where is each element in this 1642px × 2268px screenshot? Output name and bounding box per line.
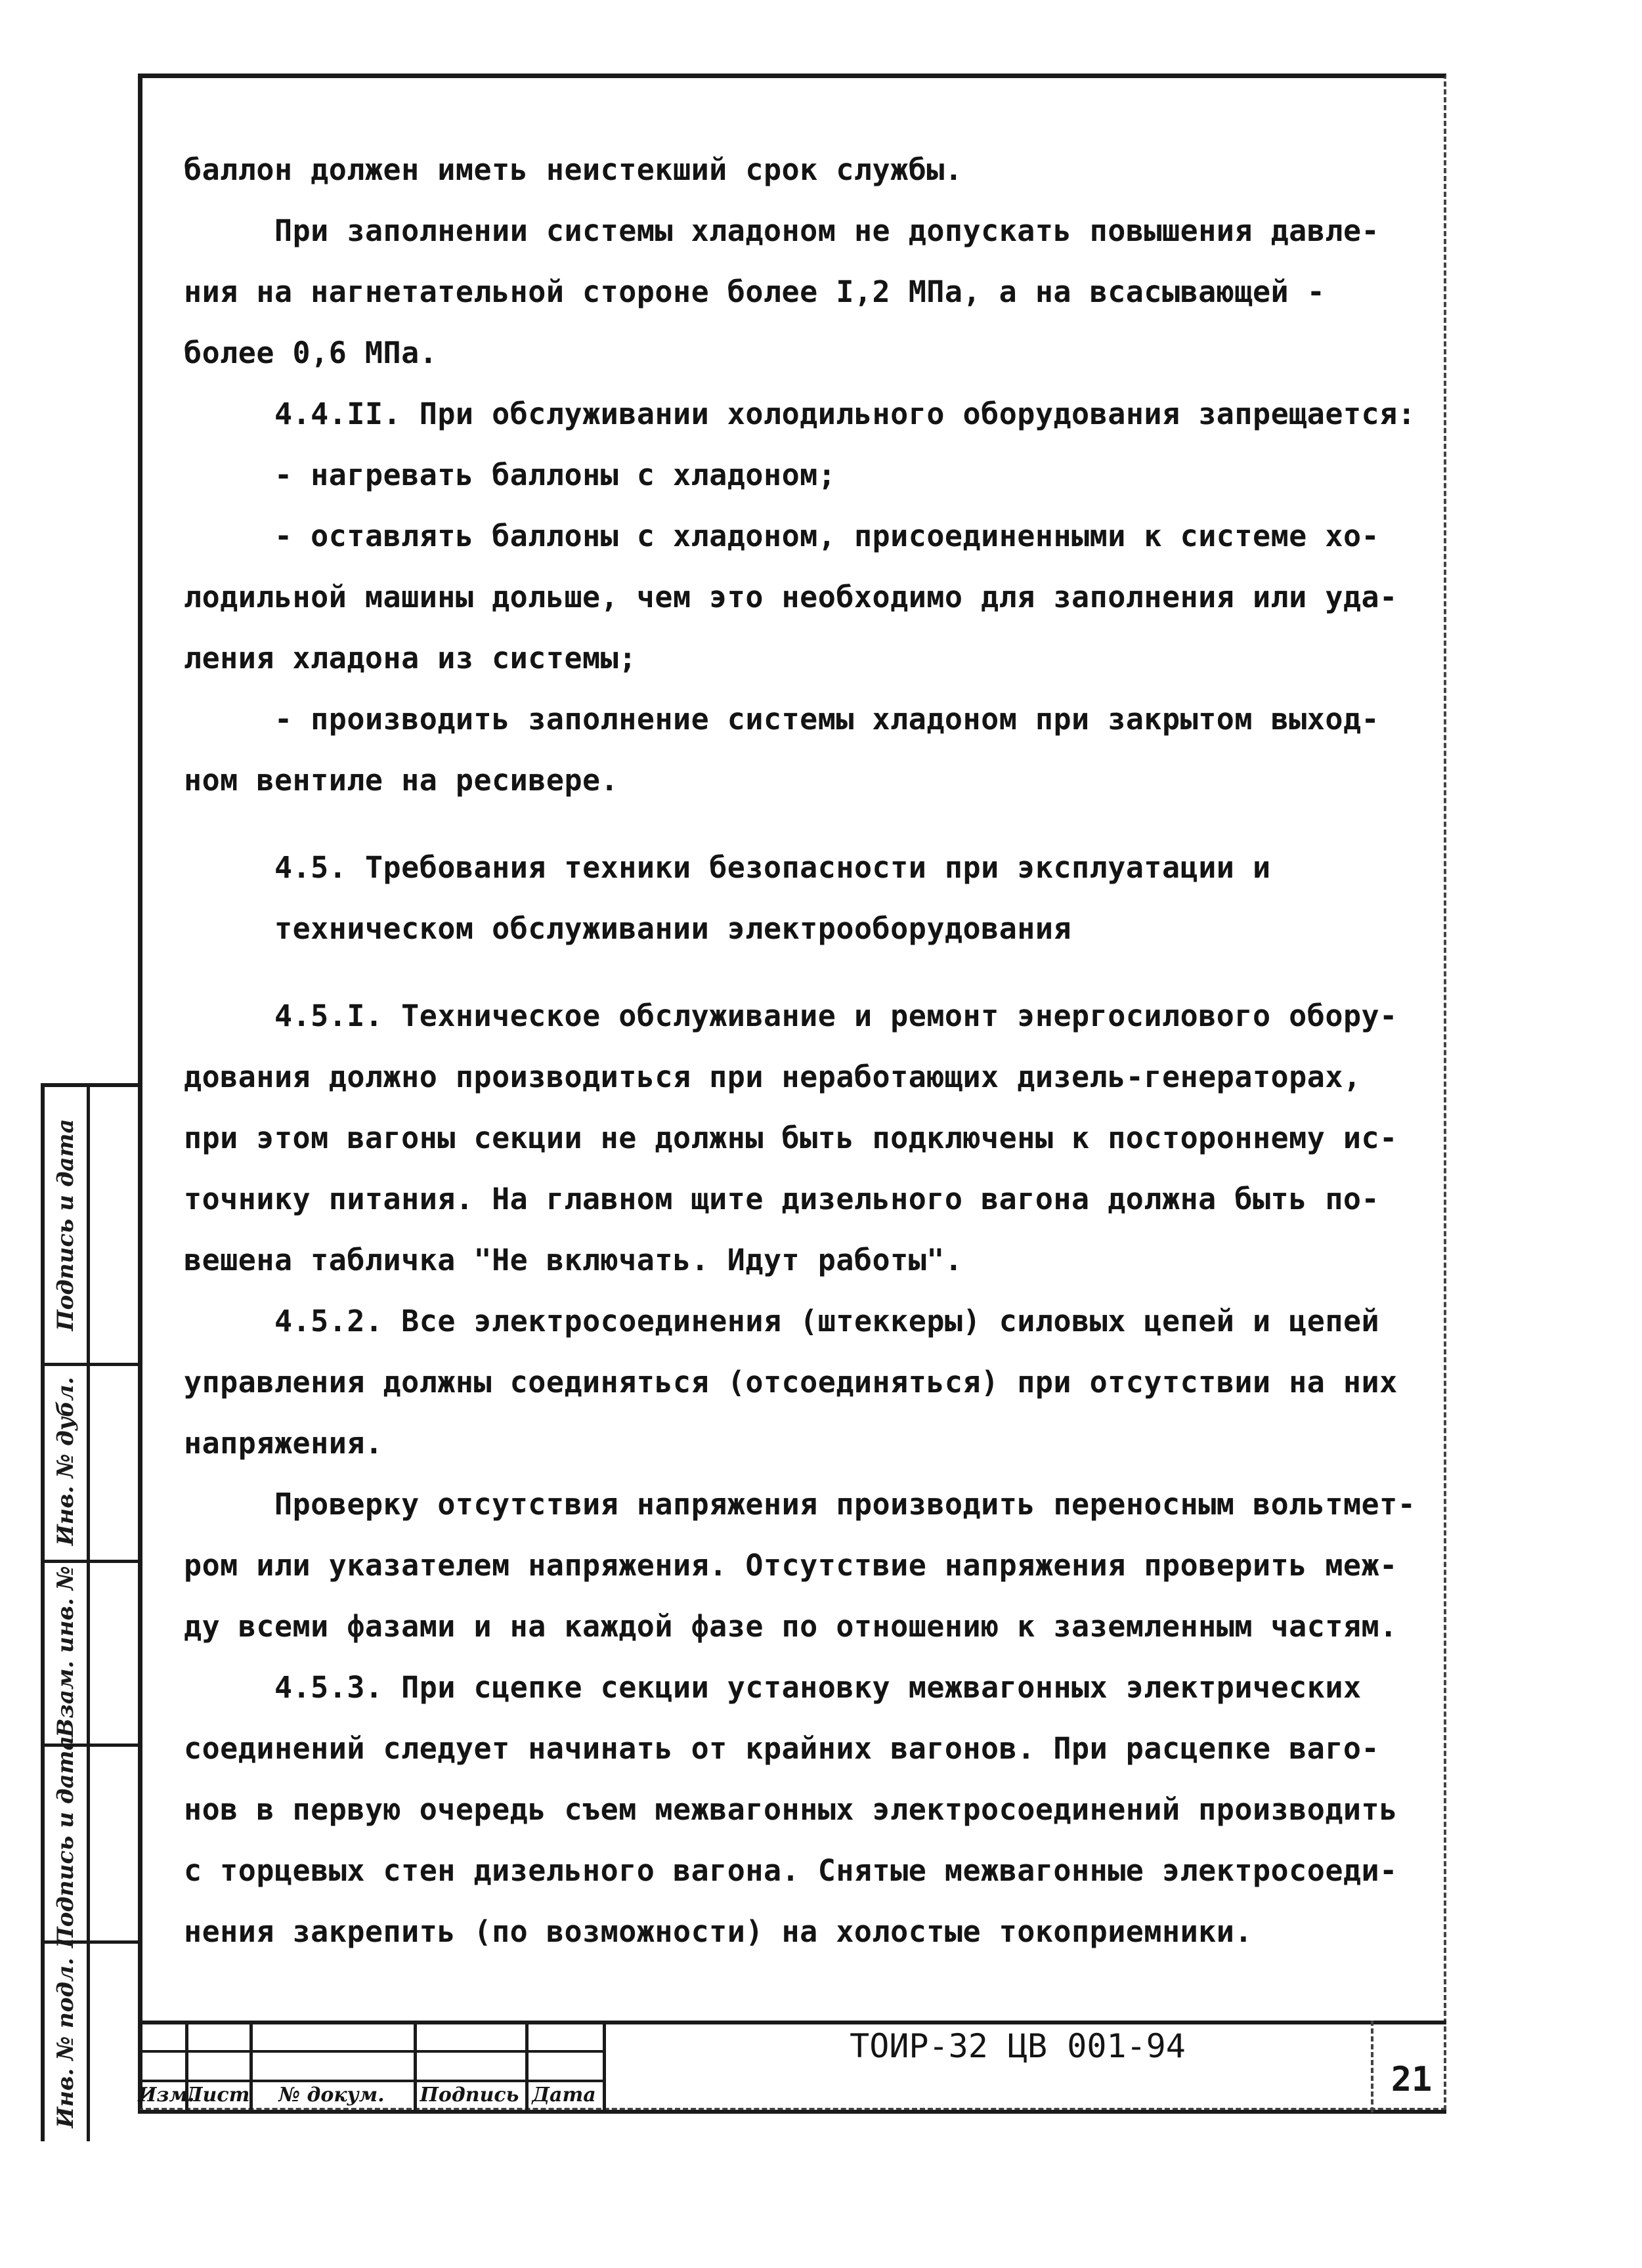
stamp-podpis-data-top: Подпись и дата	[53, 1119, 79, 1331]
text-line: лодильной машины дольше, чем это необходимо для заполнения или уда-	[184, 580, 1398, 614]
text-line: дования должно производиться при неработающих дизель-генераторах,	[184, 1059, 1362, 1094]
dokum-label: № докум.	[278, 2084, 385, 2107]
text-line: при этом вагоны секции не должны быть подключены к постороннему ис-	[184, 1121, 1398, 1155]
text-line: ром или указателем напряжения. Отсутствие напряжения проверить меж-	[184, 1548, 1398, 1583]
text-line: вешена табличка "Не включать. Идут работы".	[184, 1243, 963, 1277]
data-label: Дата	[532, 2084, 596, 2107]
text-line: ния на нагнетательной стороне более I,2 МПа, а на всасывающей -	[184, 274, 1326, 309]
text-line: с торцевых стен дизельного вагона. Снятые межвагонные электросоеди-	[184, 1853, 1398, 1888]
document-body	[184, 139, 1444, 1962]
clause-4-5-1: 4.5.I. Техническое обслуживание и ремонт энергосилового обору-	[274, 998, 1398, 1033]
izm-label: Изм.	[138, 2084, 195, 2107]
clause-4-4-11: 4.4.II. При обслуживании холодильного оборудования запрещается:	[274, 396, 1416, 431]
text-line: нов в первую очередь съем межвагонных электросоединений производить	[184, 1792, 1398, 1827]
text-line: соединений следует начинать от крайних вагонов. При расцепке ваго-	[184, 1731, 1380, 1766]
text-line: При заполнении системы хладоном не допускать повышения давле-	[274, 213, 1380, 248]
clause-4-5-3: 4.5.3. При сцепке секции установку межвагонных электрических	[274, 1670, 1362, 1705]
list-label: Лист	[185, 2084, 250, 2107]
document-code: ТОИР-32 ЦВ 001-94	[850, 2027, 1186, 2065]
stamp-podpis-data: Подпись и дата	[53, 1736, 79, 1948]
podpis-label: Подпись	[420, 2084, 519, 2107]
text-line: точнику питания. На главном щите дизельного вагона должна быть по-	[184, 1182, 1380, 1216]
stamp-inv-dubl: Инв. № дубл.	[53, 1377, 79, 1546]
text-line: ном вентиле на ресивере.	[184, 763, 619, 798]
text-line: более 0,6 МПа.	[184, 335, 438, 370]
text-line: - производить заполнение системы хладоном при закрытом выход-	[274, 702, 1380, 737]
text-line: управления должны соединяться (отсоединяться) при отсутствии на них	[184, 1365, 1398, 1400]
text-line: баллон должен иметь неистекший срок службы.	[184, 152, 963, 187]
stamp-inv-podl: Инв. № подл.	[53, 1958, 79, 2128]
text-line: Проверку отсутствия напряжения производить переносным вольтмет-	[274, 1487, 1416, 1522]
text-line: - оставлять баллоны с хладоном, присоединенными к системе хо-	[274, 519, 1380, 553]
section-heading-4-5-cont: техническом обслуживании электрооборудования	[274, 911, 1072, 946]
clause-4-5-2: 4.5.2. Все электросоединения (штеккеры) силовых цепей и цепей	[274, 1304, 1380, 1338]
stamp-vzam-inv: Взам. инв. №	[53, 1566, 79, 1738]
side-stamp	[41, 1083, 138, 2141]
sheet-number: 21	[1391, 2060, 1433, 2099]
title-block	[138, 2021, 1446, 2112]
text-line: ления хладона из системы;	[184, 641, 637, 675]
text-line: - нагревать баллоны с хладоном;	[274, 458, 836, 492]
text-line: ду всеми фазами и на каждой фазе по отношению к заземленным частям.	[184, 1609, 1398, 1644]
section-heading-4-5: 4.5. Требования техники безопасности при эксплуатации и	[274, 850, 1271, 885]
text-line: нения закрепить (по возможности) на холостые токоприемники.	[184, 1914, 1253, 1949]
text-line: напряжения.	[184, 1426, 383, 1461]
